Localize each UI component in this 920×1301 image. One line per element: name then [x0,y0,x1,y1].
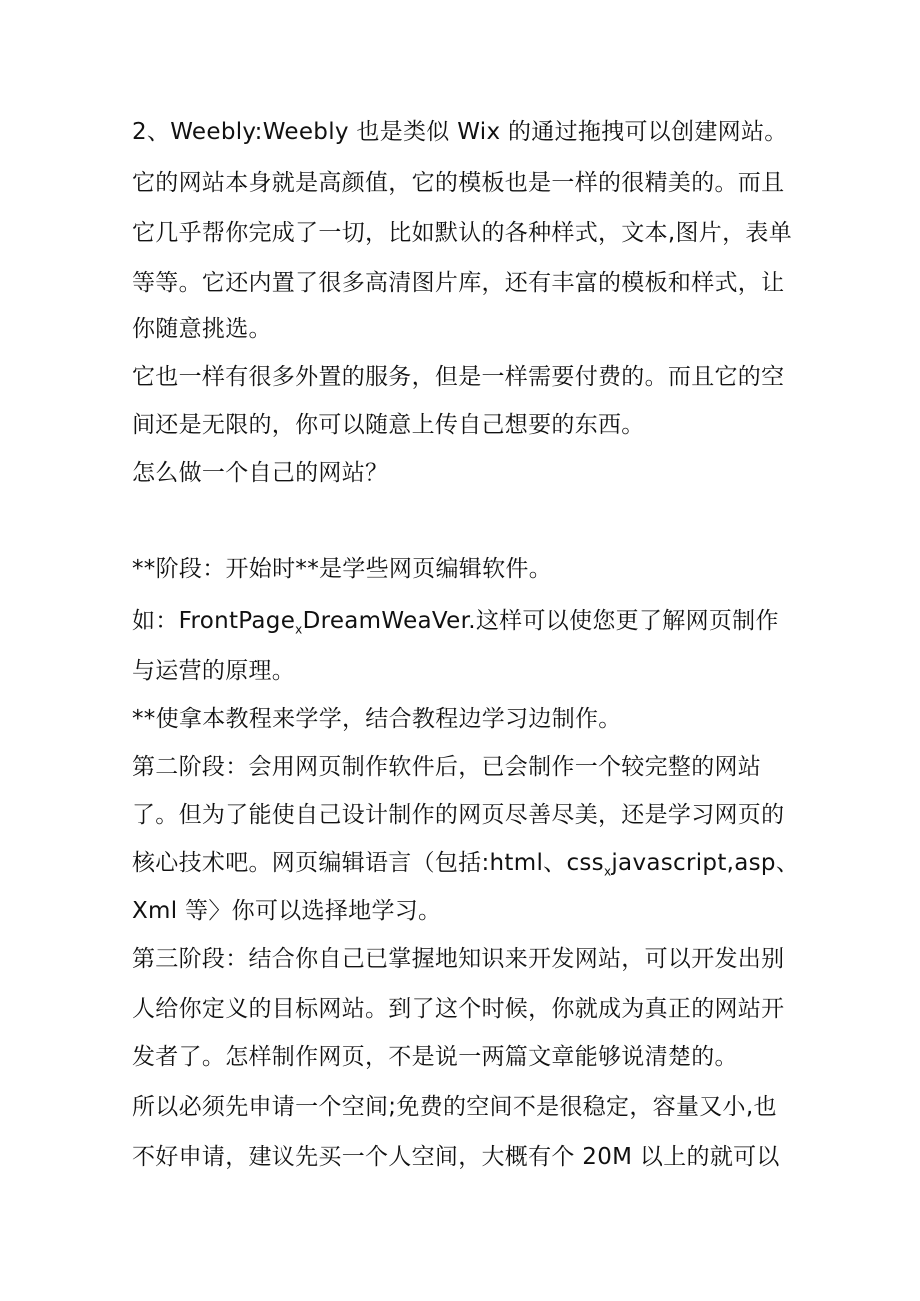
text-segment: 如：FrontPage [132,608,296,634]
text-line-15 [132,848,799,878]
text-segment: javascript,asp、 [611,850,800,876]
text-segment: 核心技术吧。网页编辑语言（包括:html、css [132,850,604,876]
text-line-16: Xml 等〉你可以选择地学习。 [132,898,442,924]
text-line-10 [132,606,779,636]
text-line-18: 人给你定义的目标网站。到了这个时候，你就成为真正的网站开 [132,996,785,1022]
subscript-x: x [603,864,612,879]
text-line-11: 与运营的原理。 [132,658,296,684]
text-line-1: 2、Weebly:Weebly 也是类似 Wix 的通过拖拽可以创建网站。 [132,119,788,145]
text-line-12: **使拿本教程来学学，结合教程边学习边制作。 [132,706,622,732]
text-segment: DreamWeaVer.这样可以使您更了解网页制作 [302,608,779,634]
text-line-19: 发者了。怎样制作网页，不是说一两篇文章能够说清楚的。 [132,1044,738,1070]
text-line-20: 所以必须先申请一个空间;免费的空间不是很稳定，容量又小,也 [132,1094,777,1120]
text-line-2: 它的网站本身就是高颜值，它的模板也是一样的很精美的。而且 [132,170,785,196]
subscript-x: x [295,622,303,637]
text-line-5: 你随意挑选。 [132,316,272,342]
text-line-7: 间还是无限的，你可以随意上传自己想要的东西。 [132,412,645,438]
text-line-13: 第二阶段：会用网页制作软件后，已会制作一个较完整的网站 [132,754,762,780]
text-line-6: 它也一样有很多外置的服务，但是一样需要付费的。而且它的空 [132,364,785,390]
text-line-3: 它几乎帮你完成了一切，比如默认的各种样式，文本,图片，表单 [132,220,793,246]
text-line-17: 第三阶段：结合你自己已掌握地知识来开发网站，可以开发出别 [132,946,785,972]
text-line-9: **阶段：开始时**是学些网页编辑软件。 [132,556,552,582]
text-line-14: 了。但为了能使自己设计制作的网页尽善尽美，还是学习网页的 [132,802,785,828]
text-line-21: 不好申请，建议先买一个人空间，大概有个 20M 以上的就可以 [132,1144,780,1170]
text-line-4: 等等。它还内置了很多高清图片库，还有丰富的模板和样式，让 [132,270,785,296]
text-line-8: 怎么做一个自己的网站？ [132,460,389,486]
